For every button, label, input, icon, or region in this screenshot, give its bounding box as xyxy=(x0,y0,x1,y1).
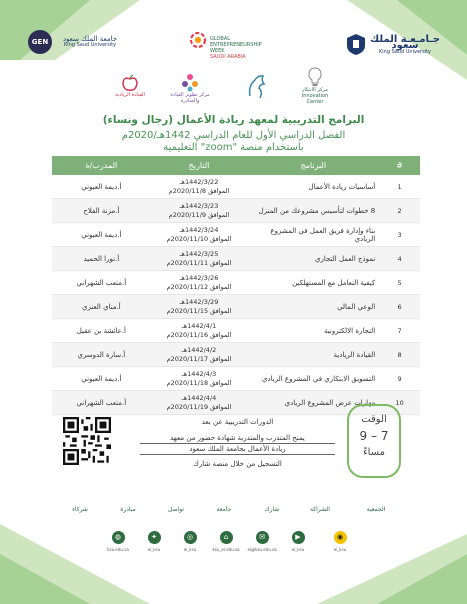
row-program: القيادة الريادية xyxy=(247,343,379,367)
partner-logos xyxy=(60,491,450,527)
row-greg: الموافق 2020/11/8م xyxy=(168,186,230,195)
row-hijri: 1442/4/2هـ xyxy=(181,345,217,354)
entre-ar: القيادة الريادية xyxy=(115,92,145,98)
table-row xyxy=(52,295,420,319)
row-greg: الموافق 2020/11/15م xyxy=(166,306,232,315)
row-program: التسويق الابتكاري في المشروع الريادي xyxy=(247,367,379,391)
info-institute: ريادة الأعمال بجامعة الملك سعود xyxy=(140,444,335,455)
apple-icon xyxy=(121,74,139,92)
table-row xyxy=(52,367,420,391)
snapchat-icon: ◉ xyxy=(334,531,347,544)
gew-l4: SAUDI ARABIA xyxy=(210,54,246,60)
row-trainer: أ.متعب الشهراني xyxy=(52,391,151,415)
ksu-small-en: King Saud University xyxy=(64,42,116,48)
row-greg: الموافق 2020/11/9م xyxy=(168,210,230,219)
row-date xyxy=(151,175,248,199)
social-item-snapchat[interactable] xyxy=(322,527,358,552)
partner-logo xyxy=(60,491,100,527)
social-item-instagram[interactable] xyxy=(172,527,208,552)
social-item-twitter[interactable] xyxy=(136,527,172,552)
partner-logo xyxy=(252,491,292,527)
social-links xyxy=(100,527,360,567)
course-info xyxy=(140,417,335,469)
table-row xyxy=(52,343,420,367)
social-item-youtube[interactable] xyxy=(280,527,316,552)
email-icon: ✉ xyxy=(256,531,269,544)
row-hijri: 1442/3/23هـ xyxy=(179,201,219,210)
row-num: 9 xyxy=(379,367,420,391)
time-box xyxy=(347,404,401,478)
info-remote: الدورات التدريبية عن بعد xyxy=(201,418,274,426)
table-row xyxy=(52,319,420,343)
social-item-site[interactable] xyxy=(208,527,244,552)
row-greg: الموافق 2020/11/19م xyxy=(166,402,232,411)
entre-logo xyxy=(110,66,150,106)
twitter-icon: ✦ xyxy=(148,531,161,544)
gew-l2: ENTREPRENEURSHIP xyxy=(210,42,262,48)
semester-line: الفصل الدراسي الأول للعام الدراسي 1442هـ/2020م xyxy=(121,130,346,141)
row-program: كيفية التعامل مع المستهلكين xyxy=(247,271,379,295)
schedule-table xyxy=(52,156,420,415)
row-num: 4 xyxy=(379,247,420,271)
row-num: 10 xyxy=(379,391,420,415)
row-trainer: أ.متعب الشهراني xyxy=(52,271,151,295)
time-period: مساءً xyxy=(362,447,386,458)
social-handle: ei@ksu.edu.sa xyxy=(247,547,277,552)
row-greg: الموافق 2020/11/17م xyxy=(166,354,232,363)
table-row xyxy=(52,175,420,199)
skills-center-ar: مركز تطوير القيادة والمبادرة xyxy=(170,92,210,104)
page-title: البرامج التدريبية لمعهد ريادة الأعمال (رجال ونساء) xyxy=(102,114,365,126)
row-hijri: 1442/4/1هـ xyxy=(181,321,217,330)
row-greg: الموافق 2020/11/12م xyxy=(166,282,232,291)
table-row xyxy=(52,271,420,295)
horse-logo xyxy=(242,66,272,106)
table-row xyxy=(52,247,420,271)
gew-l3: WEEK xyxy=(210,48,225,54)
table-header-row xyxy=(52,156,420,175)
row-num: 1 xyxy=(379,175,420,199)
row-hijri: 1442/4/3هـ xyxy=(181,369,217,378)
row-hijri: 1442/3/22هـ xyxy=(179,177,219,186)
table-row xyxy=(52,199,420,223)
innovation-ar: مركز الابتكار xyxy=(301,87,328,93)
skills-center-logo xyxy=(165,66,215,110)
innovation-en: Innovation Center xyxy=(301,93,329,105)
website-icon: ⌂ xyxy=(220,531,233,544)
social-item-email[interactable] xyxy=(244,527,280,552)
row-greg: الموافق 2020/11/10م xyxy=(166,234,232,243)
gew-logo xyxy=(188,28,268,68)
row-num: 7 xyxy=(379,319,420,343)
row-trainer: أ.مناي العنزي xyxy=(52,295,151,319)
header-trainer: المدرب/ة xyxy=(52,156,151,175)
partner-label: جامعة xyxy=(216,505,232,513)
partner-label: مبادرة xyxy=(120,505,136,513)
gew-l1: GLOBAL xyxy=(210,36,231,42)
row-date xyxy=(151,343,248,367)
row-program: نموذج العمل التجاري xyxy=(247,247,379,271)
partner-logo xyxy=(352,491,400,527)
innovation-center-logo xyxy=(295,66,335,106)
row-num: 6 xyxy=(379,295,420,319)
partner-logo xyxy=(108,491,148,527)
row-date xyxy=(151,247,248,271)
partner-label: الجمعية xyxy=(366,505,386,513)
ksu-small-ar: جامعة الملك سعود xyxy=(62,35,118,43)
row-program: الوعي المالي xyxy=(247,295,379,319)
row-hijri: 1442/3/29هـ xyxy=(179,297,219,306)
ksu-logo-en: King Saud University xyxy=(379,49,431,55)
row-trainer: أ.ديمة العيوني xyxy=(52,175,151,199)
row-trainer: أ.سارة الدوسري xyxy=(52,343,151,367)
ksu-logo xyxy=(345,26,445,66)
row-program: التجارة الالكترونية xyxy=(247,319,379,343)
partner-label: شارك xyxy=(264,505,280,513)
social-handle: ksu_ei.edu.sa xyxy=(212,547,240,552)
row-num: 8 xyxy=(379,343,420,367)
row-date xyxy=(151,367,248,391)
info-certificate: يمنح المتدرب والمتدربة شهادة حضور من معهد xyxy=(140,433,335,444)
row-program: أساسيات ريادة الأعمال xyxy=(247,175,379,199)
table-row xyxy=(52,223,420,247)
social-item-website[interactable] xyxy=(100,527,136,552)
gen-label: GEN xyxy=(31,38,49,46)
row-trainer: أ.نورا الحميد xyxy=(52,247,151,271)
row-hijri: 1442/4/4هـ xyxy=(181,393,217,402)
ksu-small-logo xyxy=(55,28,125,56)
row-date xyxy=(151,223,248,247)
partner-label: شركاء xyxy=(72,505,88,513)
ksu-emblem-icon xyxy=(345,32,367,56)
partner-label: تواصل xyxy=(167,505,185,513)
gew-globe-icon xyxy=(190,32,206,48)
header-logos xyxy=(0,4,467,114)
social-handle: ei_ksu xyxy=(333,547,347,552)
ksu-logo-ar: جـامـعـة الملك سعود xyxy=(370,34,440,51)
row-hijri: 1442/3/24هـ xyxy=(179,225,219,234)
row-program: بناء وإدارة فريق العمل في المشروع الريادي xyxy=(247,223,379,247)
row-greg: الموافق 2020/11/16م xyxy=(166,330,232,339)
globe-icon: ◍ xyxy=(112,531,125,544)
header-num: # xyxy=(379,156,420,175)
partner-logo xyxy=(300,491,340,527)
horse-icon xyxy=(246,72,268,100)
row-num: 2 xyxy=(379,199,420,223)
youtube-icon: ▶ xyxy=(292,531,305,544)
row-date xyxy=(151,295,248,319)
social-handle: ksu.edu.sa xyxy=(107,547,129,552)
instagram-icon: ◎ xyxy=(184,531,197,544)
info-registration: التسجيل من خلال منصة شارك xyxy=(193,460,282,468)
skills-center-icon xyxy=(180,72,200,92)
row-trainer: أ.ديمة العيوني xyxy=(52,367,151,391)
row-hijri: 1442/3/26هـ xyxy=(179,273,219,282)
row-program: مهارات عرض المشروع الريادي xyxy=(247,391,379,415)
partner-logo xyxy=(204,491,244,527)
row-greg: الموافق 2020/11/11م xyxy=(166,258,232,267)
row-program: 8 خطوات لتأسيس مشروعك من المنزل xyxy=(247,199,379,223)
row-greg: الموافق 2020/11/18م xyxy=(166,378,232,387)
row-trainer: أ.عائشة بن عقيل xyxy=(52,319,151,343)
row-num: 3 xyxy=(379,223,420,247)
header-date: التاريخ xyxy=(151,156,248,175)
time-label: الوقت xyxy=(361,414,387,425)
gen-logo xyxy=(28,30,52,54)
row-hijri: 1442/3/25هـ xyxy=(179,249,219,258)
row-trainer: أ.مزنة الفلاح xyxy=(52,199,151,223)
social-handle: ei_ksu xyxy=(291,547,305,552)
lightbulb-icon xyxy=(308,67,322,87)
partner-label: الشراكة xyxy=(310,505,330,513)
platform-line: باستخدام منصة "zoom" التعليمية xyxy=(163,142,304,153)
registration-qr-code[interactable] xyxy=(63,417,111,465)
row-num: 5 xyxy=(379,271,420,295)
partner-logo xyxy=(156,491,196,527)
row-date xyxy=(151,199,248,223)
row-date xyxy=(151,391,248,415)
row-trainer: أ.ديمة العيوني xyxy=(52,223,151,247)
social-handle: ei_ksu xyxy=(183,547,197,552)
row-date xyxy=(151,319,248,343)
row-date xyxy=(151,271,248,295)
time-range: 7 – 9 xyxy=(359,429,389,443)
header-program: البرنامج xyxy=(247,156,379,175)
social-handle: ei_ksu xyxy=(147,547,161,552)
